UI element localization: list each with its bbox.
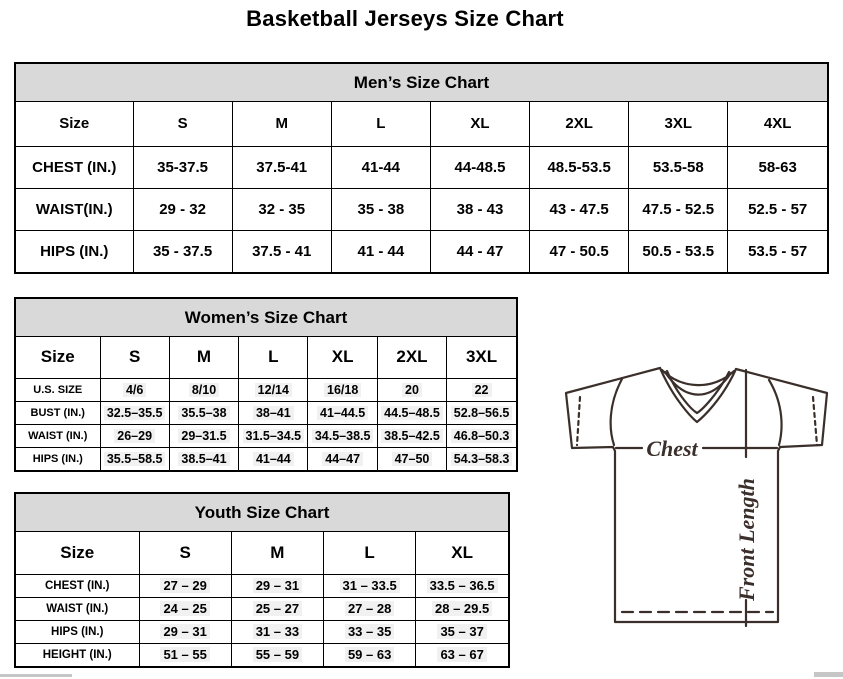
size-value: 46.8–50.3 xyxy=(451,429,513,443)
size-cell xyxy=(629,146,728,188)
row-label: WAIST(IN.) xyxy=(16,188,133,230)
size-value: 31.5–34.5 xyxy=(243,429,305,443)
size-value: 41 - 44 xyxy=(357,242,405,260)
size-cell xyxy=(308,424,377,447)
size-value: 27 – 29 xyxy=(160,578,209,593)
jersey-outline xyxy=(566,368,827,622)
size-value: 29–31.5 xyxy=(178,429,229,443)
size-cell xyxy=(239,447,308,470)
mens-size-chart xyxy=(14,62,829,274)
size-cell xyxy=(239,378,308,401)
row-label: WAIST (IN.) xyxy=(16,597,139,620)
size-value: 35 - 37.5 xyxy=(152,242,213,260)
size-cell xyxy=(239,401,308,424)
size-cell xyxy=(728,146,827,188)
size-corner-header: Size xyxy=(16,102,133,146)
row-label: CHEST (IN.) xyxy=(16,146,133,188)
size-cell xyxy=(416,597,508,620)
row-label: BUST (IN.) xyxy=(16,401,100,424)
size-cell xyxy=(377,447,446,470)
size-header-row xyxy=(16,532,508,574)
size-column-header: 2XL xyxy=(530,102,629,146)
size-cell xyxy=(308,378,377,401)
size-cell xyxy=(530,230,629,272)
measurement-row xyxy=(16,643,508,666)
collar-inner-v xyxy=(667,371,729,413)
size-value: 52.5 - 57 xyxy=(748,200,808,218)
size-value: 41–44 xyxy=(253,452,294,466)
size-cell xyxy=(169,447,238,470)
size-value: 51 – 55 xyxy=(160,647,209,662)
size-column-header: 4XL xyxy=(728,102,827,146)
measurement-row xyxy=(16,230,827,272)
row-label: HIPS (IN.) xyxy=(16,620,139,643)
size-value: 26–29 xyxy=(114,429,155,443)
size-value: 35.5–38 xyxy=(178,406,229,420)
size-value: 35 – 37 xyxy=(437,624,486,639)
jersey-measurement-diagram xyxy=(556,360,843,668)
size-value: 53.5-58 xyxy=(652,158,704,176)
size-value: 44–47 xyxy=(322,452,363,466)
page-title: Basketball Jerseys Size Chart xyxy=(246,6,564,31)
size-cell xyxy=(377,424,446,447)
size-value: 38.5–42.5 xyxy=(381,429,443,443)
size-value: 24 – 25 xyxy=(160,601,209,616)
measurement-row xyxy=(16,378,516,401)
size-column-header: XL xyxy=(308,337,377,378)
size-value: 44 - 47 xyxy=(456,242,504,260)
size-value: 37.5 - 41 xyxy=(252,242,312,260)
size-column-header: XL xyxy=(416,532,508,574)
size-cell xyxy=(629,230,728,272)
womens-size-chart xyxy=(14,297,518,472)
size-cell xyxy=(324,574,416,597)
size-value: 59 – 63 xyxy=(345,647,394,662)
size-value: 20 xyxy=(402,383,422,397)
size-value: 58-63 xyxy=(758,158,797,176)
size-value: 41-44 xyxy=(361,158,401,176)
size-cell xyxy=(728,230,827,272)
size-column-header: 3XL xyxy=(447,337,516,378)
size-value: 34.5–38.5 xyxy=(312,429,374,443)
size-cell xyxy=(447,447,516,470)
size-cell xyxy=(530,146,629,188)
size-value: 25 – 27 xyxy=(253,601,302,616)
size-value: 48.5-53.5 xyxy=(547,158,611,176)
measurement-row xyxy=(16,447,516,470)
size-cell xyxy=(231,574,323,597)
row-label: HIPS (IN.) xyxy=(16,447,100,470)
size-cell xyxy=(231,643,323,666)
size-cell xyxy=(377,401,446,424)
size-value: 27 – 28 xyxy=(345,601,394,616)
size-value: 43 - 47.5 xyxy=(549,200,609,218)
size-cell xyxy=(377,378,446,401)
size-cell xyxy=(100,447,169,470)
row-label: CHEST (IN.) xyxy=(16,574,139,597)
left-armhole-seam xyxy=(611,379,622,445)
size-cell xyxy=(133,188,232,230)
size-value: 31 – 33.5 xyxy=(340,578,400,593)
size-column-header: L xyxy=(331,102,430,146)
size-value: 47–50 xyxy=(392,452,433,466)
measurement-row xyxy=(16,401,516,424)
youth-chart-header: Youth Size Chart xyxy=(16,494,508,532)
womens-size-table xyxy=(16,337,516,470)
size-cell xyxy=(239,424,308,447)
size-cell xyxy=(133,146,232,188)
size-cell xyxy=(530,188,629,230)
size-cell xyxy=(416,574,508,597)
size-column-header: S xyxy=(139,532,231,574)
size-cell xyxy=(232,230,331,272)
mens-chart-header: Men’s Size Chart xyxy=(16,64,827,102)
size-cell xyxy=(430,146,529,188)
size-cell xyxy=(169,378,238,401)
size-value: 29 - 32 xyxy=(159,200,206,218)
size-value: 35.5–58.5 xyxy=(104,452,166,466)
size-cell xyxy=(447,424,516,447)
size-column-header: L xyxy=(239,337,308,378)
size-value: 8/10 xyxy=(189,383,219,397)
size-cell xyxy=(169,401,238,424)
measurement-row xyxy=(16,597,508,620)
size-column-header: XL xyxy=(430,102,529,146)
size-cell xyxy=(324,597,416,620)
size-cell xyxy=(308,401,377,424)
size-value: 22 xyxy=(472,383,492,397)
size-column-header: 2XL xyxy=(377,337,446,378)
size-cell xyxy=(629,188,728,230)
size-value: 47 - 50.5 xyxy=(549,242,609,260)
size-value: 4/6 xyxy=(123,383,146,397)
size-cell xyxy=(231,620,323,643)
size-value: 29 – 31 xyxy=(253,578,302,593)
size-value: 33 – 35 xyxy=(345,624,394,639)
size-value: 32.5–35.5 xyxy=(104,406,166,420)
measurement-row xyxy=(16,620,508,643)
measurement-row xyxy=(16,574,508,597)
size-cell xyxy=(331,146,430,188)
size-value: 47.5 - 52.5 xyxy=(642,200,715,218)
size-cell xyxy=(139,620,231,643)
size-value: 35 - 38 xyxy=(357,200,405,218)
size-header-row xyxy=(16,102,827,146)
size-cell xyxy=(139,574,231,597)
size-value: 44.5–48.5 xyxy=(381,406,443,420)
size-value: 12/14 xyxy=(255,383,292,397)
size-cell xyxy=(232,188,331,230)
left-sleeve-dashed-line xyxy=(577,397,580,445)
size-value: 44-48.5 xyxy=(454,158,506,176)
size-value: 29 – 31 xyxy=(160,624,209,639)
size-value: 28 – 29.5 xyxy=(432,601,492,616)
size-value: 41–44.5 xyxy=(317,406,368,420)
size-cell xyxy=(430,188,529,230)
size-cell xyxy=(100,378,169,401)
size-corner-header: Size xyxy=(16,337,100,378)
size-column-header: M xyxy=(232,102,331,146)
size-cell xyxy=(308,447,377,470)
size-value: 33.5 – 36.5 xyxy=(427,578,498,593)
size-value: 38–41 xyxy=(253,406,294,420)
row-label: U.S. SIZE xyxy=(16,378,100,401)
row-label: HIPS (IN.) xyxy=(16,230,133,272)
womens-chart-header: Women’s Size Chart xyxy=(16,299,516,337)
chest-label: Chest xyxy=(646,436,698,461)
size-value: 16/18 xyxy=(324,383,361,397)
size-value: 54.3–58.3 xyxy=(451,452,513,466)
right-sleeve-dashed-line xyxy=(813,397,817,445)
size-cell xyxy=(139,643,231,666)
row-label: WAIST (IN.) xyxy=(16,424,100,447)
size-corner-header: Size xyxy=(16,532,139,574)
horizontal-scrollbar-thumb-right[interactable] xyxy=(814,672,843,677)
size-value: 32 - 35 xyxy=(258,200,306,218)
size-value: 38.5–41 xyxy=(178,452,229,466)
size-column-header: S xyxy=(133,102,232,146)
size-value: 52.8–56.5 xyxy=(451,406,513,420)
size-cell xyxy=(430,230,529,272)
size-column-header: L xyxy=(324,532,416,574)
size-cell xyxy=(324,643,416,666)
measurement-row xyxy=(16,424,516,447)
measurement-row xyxy=(16,146,827,188)
size-value: 55 – 59 xyxy=(253,647,302,662)
size-value: 53.5 - 57 xyxy=(748,242,808,260)
size-cell xyxy=(231,597,323,620)
size-cell xyxy=(331,230,430,272)
youth-size-table xyxy=(16,532,508,666)
size-cell xyxy=(169,424,238,447)
size-value: 37.5-41 xyxy=(256,158,308,176)
size-cell xyxy=(232,146,331,188)
size-value: 31 – 33 xyxy=(253,624,302,639)
youth-size-chart xyxy=(14,492,510,668)
size-cell xyxy=(324,620,416,643)
size-column-header: 3XL xyxy=(629,102,728,146)
size-cell xyxy=(447,401,516,424)
size-cell xyxy=(133,230,232,272)
row-label: HEIGHT (IN.) xyxy=(16,643,139,666)
size-column-header: M xyxy=(169,337,238,378)
right-armhole-seam xyxy=(769,380,782,445)
size-cell xyxy=(139,597,231,620)
size-column-header: S xyxy=(100,337,169,378)
size-value: 50.5 - 53.5 xyxy=(642,242,715,260)
front-length-label: Front Length xyxy=(734,478,759,601)
size-cell xyxy=(331,188,430,230)
mens-size-table xyxy=(16,102,827,272)
size-value: 35-37.5 xyxy=(157,158,208,176)
measurement-row xyxy=(16,188,827,230)
size-header-row xyxy=(16,337,516,378)
size-value: 63 – 67 xyxy=(437,647,486,662)
collar-back-arc-2 xyxy=(665,372,731,395)
size-cell xyxy=(100,401,169,424)
size-cell xyxy=(728,188,827,230)
horizontal-scrollbar-thumb-left[interactable] xyxy=(0,674,72,677)
size-value: 38 - 43 xyxy=(456,200,504,218)
size-cell xyxy=(447,378,516,401)
size-cell xyxy=(416,620,508,643)
size-column-header: M xyxy=(231,532,323,574)
size-cell xyxy=(416,643,508,666)
size-cell xyxy=(100,424,169,447)
